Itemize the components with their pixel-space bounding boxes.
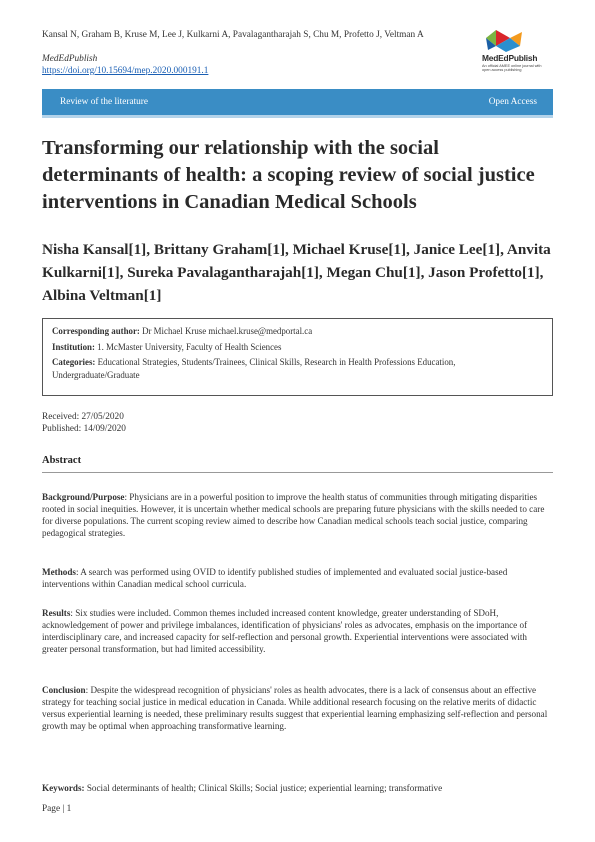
abstract-methods bbox=[42, 566, 554, 590]
article-type-label: Review of the literature bbox=[60, 97, 149, 107]
abstract-heading: Abstract bbox=[42, 455, 82, 466]
abstract-conclusion bbox=[42, 684, 554, 732]
corresponding-author-label: Corresponding author: bbox=[52, 326, 140, 336]
results-text: : Six studies were included. Common themes included increased content knowledge, greater understanding of SDoH, acknowledgement of power and privilege imbalances, identification of physicians' roles as advocates, emphasis on the importance of interdisciplinary care, and increased capacity for self-reflection and personal growth. Experiential interventions were associated with greater personal transformation, but had limited accessibility. bbox=[42, 608, 528, 654]
article-type-banner bbox=[42, 89, 553, 118]
page-number: Page | 1 bbox=[42, 804, 72, 814]
corresponding-author-row bbox=[52, 325, 543, 338]
categories-value: Educational Strategies, Students/Trainees, Clinical Skills, Research in Health Professions Education, Undergraduate/Graduate bbox=[52, 357, 456, 380]
institution-value: 1. McMaster University, Faculty of Health Sciences bbox=[97, 341, 282, 352]
methods-label: Methods bbox=[42, 567, 76, 577]
categories-label: Categories: bbox=[52, 357, 96, 367]
received-date: Received: 27/05/2020 bbox=[42, 412, 124, 422]
abstract-results bbox=[42, 607, 554, 655]
background-label: Background/Purpose bbox=[42, 492, 125, 502]
abstract-background bbox=[42, 491, 554, 539]
article-authors: Nisha Kansal[1], Brittany Graham[1], Michael Kruse[1], Janice Lee[1], Anvita Kulkarni[1], Sureka Pavalagantharajah[1], Megan Chu[1], Jason Profetto[1], Albina Veltman[1] bbox=[42, 241, 551, 304]
header-doi-link[interactable]: https://doi.org/10.15694/mep.2020.000191.1 bbox=[42, 66, 209, 76]
article-dates bbox=[42, 411, 126, 435]
conclusion-label: Conclusion bbox=[42, 685, 86, 695]
background-text: : Physicians are in a powerful position to improve the health status of communities through mitigating disparities rooted in social inequities. However, it is uncertain whether medical schools are preparing future physicians with the skills needed to care for diverse populations. The current scoping review aimed to describe how Canadian medical schools teach social justice, comparing pedagogical strategies. bbox=[42, 492, 545, 538]
logo-subtext: An official AMEE online journal with open access publishing bbox=[482, 64, 542, 73]
keywords-label: Keywords: bbox=[42, 783, 85, 793]
institution-row bbox=[52, 341, 543, 354]
abstract-divider bbox=[42, 472, 553, 473]
methods-text: : A search was performed using OVID to identify published studies of implemented and evaluated social justice-based interventions within Canadian medical school curricula. bbox=[42, 567, 508, 589]
article-title: Transforming our relationship with the social determinants of health: a scoping review of social justice interventions in Canadian Medical Schools bbox=[42, 137, 535, 213]
categories-row bbox=[52, 356, 543, 381]
conclusion-text: : Despite the widespread recognition of physicians' roles as health advocates, there is a lack of consensus about an effective strategy for teaching social justice in medical education in Canada. While additional research focusing on the relative merits of didactic versus experiential learning is needed, these preliminary results suggest that experiential learning emphasizing self-reflection and personal growth may be optimal when approaching transformative learning. bbox=[42, 685, 548, 731]
results-label: Results bbox=[42, 608, 71, 618]
mededpublish-logo bbox=[466, 28, 550, 88]
keywords-text: Social determinants of health; Clinical Skills; Social justice; experiential learning; transformative bbox=[84, 783, 443, 793]
corresponding-author-value: Dr Michael Kruse michael.kruse@medportal.ca bbox=[142, 326, 313, 336]
published-date: Published: 14/09/2020 bbox=[42, 424, 126, 434]
article-info-box bbox=[42, 318, 553, 396]
abstract-keywords bbox=[42, 782, 554, 794]
header-authors: Kansal N, Graham B, Kruse M, Lee J, Kulkarni A, Pavalagantharajah S, Chu M, Profetto J, Veltman A bbox=[42, 30, 424, 40]
logo-text: MedEdPublish bbox=[482, 53, 538, 63]
header-journal: MedEdPublish bbox=[42, 54, 98, 64]
institution-label: Institution: bbox=[52, 341, 95, 352]
open-access-label: Open Access bbox=[488, 97, 537, 107]
